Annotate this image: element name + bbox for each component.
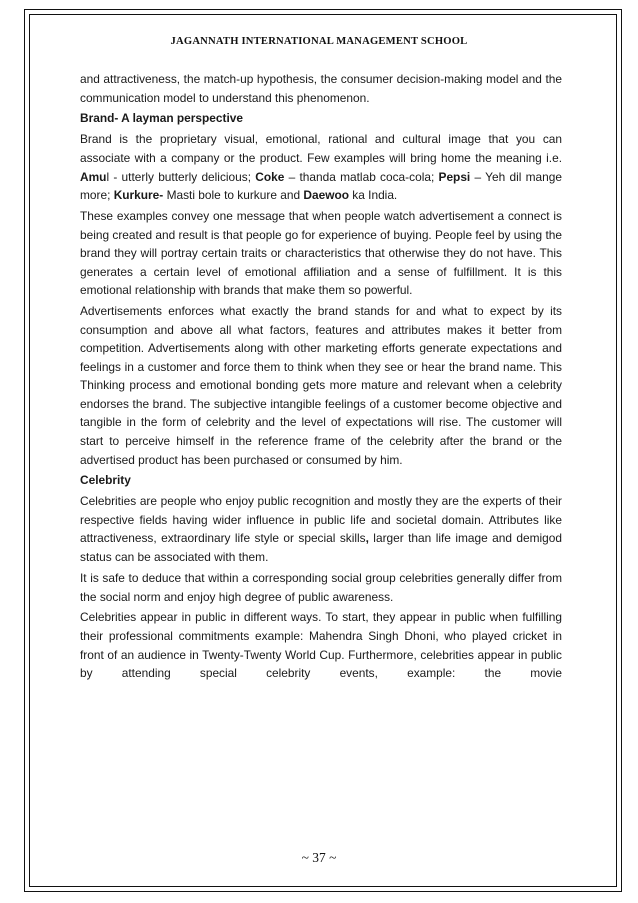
paragraph-examples: These examples convey one message that when people watch advertisement a connect is being created and result is that people go for experience of buying. People feel by using the brand they will portray certain traits or characteristics that otherwise they do not have. This generates a certain level of emotional affiliation and a sense of fulfillment. It is this emotional relationship with brands that make them so powerful. (80, 209, 562, 298)
paragraph-celebrities-definition (80, 492, 562, 566)
brand-pepsi: Pepsi (438, 169, 471, 184)
text: – Yeh dil mange more; (80, 169, 562, 203)
text: Brand is the proprietary visual, emotional, rational and cultural image that you can associate with a company or the product. Few examples will bring home the meaning i.e. (80, 132, 562, 165)
section-heading-brand: Brand- A layman perspective (80, 111, 244, 126)
text: – thanda matlab coca-cola; (284, 169, 439, 184)
text: Celebrities are people who enjoy public recognition and mostly they are the experts of their respective fields having wider influence in public life and societal domain. Attributes like attractiveness, extraordinary life style or special skills (80, 494, 562, 546)
paragraph-intro: and attractiveness, the match-up hypothesis, the consumer decision-making model and the communication model to understand this phenomenon. (80, 72, 562, 105)
text: l - utterly butterly delicious; (106, 169, 256, 184)
brand-daewoo: Daewoo (303, 188, 349, 203)
text: larger than life image and demigod status can be associated with them. (80, 531, 562, 565)
brand-coke: Coke (255, 169, 285, 184)
paragraph-advertisements: Advertisements enforces what exactly the brand stands for and what to expect by its consumption and above all what factors, features and attributes makes it better from competition. Advertisements along with other marketing efforts generate expectations and feelings in a customer and force them to think when they see or hear the brand name. This Thinking process and emotional bonding gets more mature and relevant when a celebrity endorses the brand. The subjective intangible feelings of a customer become objective and tangible in the form of celebrity and the level of expectations will rise. The customer will start to perceive himself in the reference frame of the celebrity after the brand or the advertised product has been purchased or consumed by him. (80, 304, 562, 467)
paragraph-social-norm: It is safe to deduce that within a corresponding social group celebrities generally differ from the social norm and enjoy high degree of public awareness. (80, 570, 562, 604)
brand-kurkure: Kurkure- (113, 188, 164, 203)
text: ka India. (348, 188, 398, 203)
paragraph-brand-definition (80, 130, 562, 204)
text: Masti bole to kurkure and (163, 188, 304, 203)
section-heading-celebrity: Celebrity (80, 473, 131, 488)
page-header: JAGANNATH INTERNATIONAL MANAGEMENT SCHOOL (170, 36, 468, 47)
paragraph-public-appearance: Celebrities appear in public in different ways. To start, they appear in public when fulfilling their professional commitments example: Mahendra Singh Dhoni, who played cricket in front of an audience in Twenty-Twenty World Cup. Furthermore, celebrities appear in public by attending special celebrity events, example: the movie (80, 610, 562, 681)
page-body (80, 70, 562, 685)
page-number: ~ 37 ~ (301, 850, 337, 865)
brand-amul: Amu (80, 169, 107, 184)
comma: , (365, 531, 369, 546)
